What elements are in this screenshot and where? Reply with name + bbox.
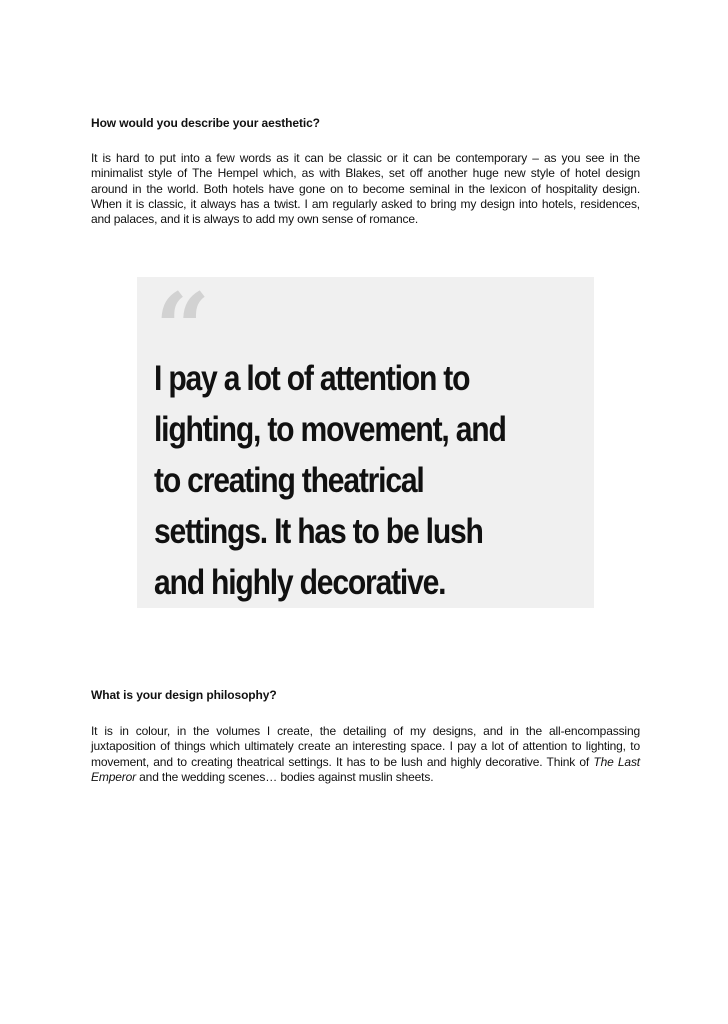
quotation-mark-icon: “ [155,272,211,385]
pull-quote-line: settings. It has to be lush [154,512,483,551]
pull-quote-line: and highly decorative. [154,563,446,602]
pull-quote-box [137,272,594,608]
film-title: The Last Emperor [91,754,640,784]
body-text-end: and the wedding scenes… bodies against muslin sheets. [135,769,434,784]
pull-quote-line: I pay a lot of attention to [154,359,470,398]
pull-quote-text [154,353,532,608]
section-heading-aesthetic: How would you describe your aesthetic? [91,116,320,130]
body-text-start: It is in colour, in the volumes I create, the detailing of my designs, and in the all-encompassing juxtaposition of things which ultimately create an interesting space. I pay a lot of attention to lighting, to movement, and to creating theatrical settings. It has to be lush and highly decorative. Think of [91,724,640,769]
pull-quote-line: to creating theatrical [154,461,424,500]
pull-quote-line: lighting, to movement, and [154,410,506,449]
section-body-aesthetic: It is hard to put into a few words as it can be classic or it can be contemporary – as you see in the minimalist style of The Hempel which, as with Blakes, set off another huge new style of hotel design around in the world. Both hotels have gone on to become seminal in the lexicon of hospitality design. When it is classic, it always has a twist. I am regularly asked to bring my design into hotels, residences, and palaces, and it is always to add my own sense of romance. [91,151,640,227]
section-heading-philosophy: What is your design philosophy? [91,688,277,702]
section-body-philosophy [91,724,640,785]
